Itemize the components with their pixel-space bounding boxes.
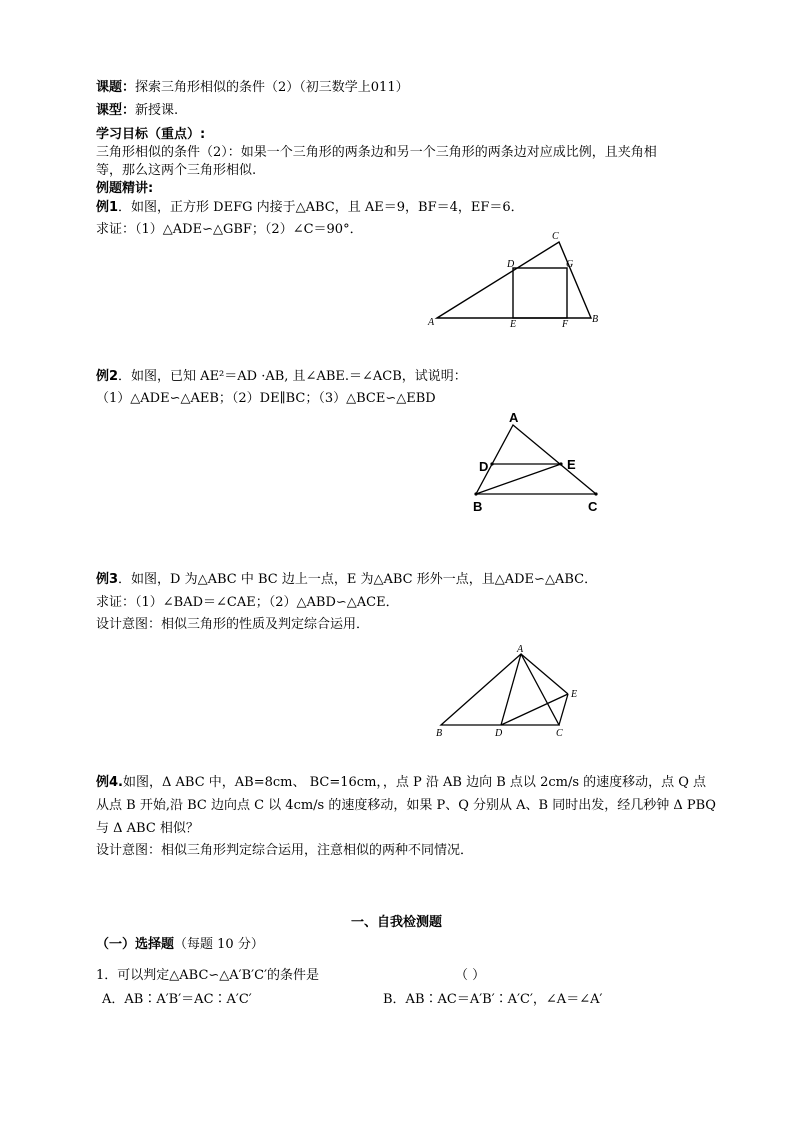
ex2-segment-be: [476, 464, 561, 494]
ex2-label-b: B: [473, 499, 483, 514]
ex3-label-b: B: [436, 728, 443, 739]
ex1-square-defg: [513, 268, 567, 318]
ex3-text: ．如图，D 为△ABC 中 BC 边上一点，E 为△ABC 形外一点，且△ADE∽△ABC．: [118, 572, 598, 587]
q1-stem: 1．可以判定△ABC∽△A′B′C′的条件是: [96, 968, 320, 983]
ex3-figure: [428, 642, 588, 740]
ex1-label-f: F: [562, 319, 569, 330]
ex2-label-c: C: [588, 499, 598, 514]
ex4-line-4: 设计意图：相似三角形判定综合运用，注意相似的两种不同情况．: [96, 843, 474, 858]
ex1-line-2: 求证：（1）△ADE∽△GBF；（2）∠C＝90°．: [96, 222, 363, 237]
examples-heading: 例题精讲:: [96, 181, 154, 196]
ex3-line-3: 设计意图：相似三角形的性质及判定综合运用．: [96, 617, 370, 632]
type-label: 课型：: [96, 103, 136, 118]
ex1-label-d: D: [507, 259, 515, 270]
ex3-label-e: E: [571, 689, 578, 700]
ex1-text: ．如图，正方形 DEFG 内接于△ABC，且 AE＝9，BF＝4，EF＝6．: [118, 200, 524, 215]
ex3-label-a: A: [517, 644, 524, 655]
ex2-label-e: E: [567, 457, 576, 472]
ex1-label-a: A: [428, 317, 435, 328]
ex2-line-1: [96, 369, 467, 385]
ex3-label-c: C: [556, 728, 563, 739]
ex3-label: 例3: [96, 572, 119, 587]
ex3-label-d: D: [495, 728, 503, 739]
ex4-text: 如图，Δ ABC 中，AB=8cm、 BC=16cm，，点 P 沿 AB 边向 B 点以 2cm/s 的速度移动，点 Q 点: [122, 775, 707, 790]
ex2-label: 例2: [96, 369, 119, 384]
q1-option-b: B．AB∶AC＝A′B′∶A′C′，∠A＝∠A′: [383, 992, 603, 1007]
ex4-line-1: [96, 775, 706, 791]
ex2-label-a: A: [509, 410, 519, 425]
ex1-figure: [425, 228, 605, 332]
choice-note: （每题 10 分）: [174, 937, 264, 952]
ex1-label-c: C: [552, 231, 559, 242]
ex1-line-1: [96, 200, 524, 216]
ex4-label: 例4.: [96, 775, 123, 790]
type-text: 新授课.: [135, 103, 179, 118]
ex2-triangle-abc: [476, 425, 596, 494]
ex2-figure: [465, 408, 610, 516]
ex3-segment-ae: [521, 654, 568, 694]
ex3-segment-ce: [559, 694, 568, 725]
topic-label: 课题：: [96, 80, 136, 95]
ex4-line-3: 与 Δ ABC 相似？: [96, 821, 199, 836]
ex2-text: ．如图，已知 AE²＝AD ·AB, 且∠ABE.＝∠ACB，试说明：: [118, 369, 467, 384]
q1-answer-paren: （ ）: [455, 968, 486, 983]
ex3-line-1: [96, 572, 597, 588]
ex3-segment-de: [501, 694, 568, 725]
goal-line-2: 等，那么这两个三角形相似.: [96, 163, 257, 178]
goal-line-1: 三角形相似的条件（2）：如果一个三角形的两条边和另一个三角形的两条边对应成比例，且夹角相: [96, 145, 657, 160]
ex1-label-b: B: [592, 314, 599, 325]
goal-heading: 学习目标（重点）:: [96, 127, 206, 142]
ex3-segment-ad: [501, 654, 521, 725]
topic-line: [96, 80, 409, 96]
topic-text: 探索三角形相似的条件（2）（初三数学上011）: [135, 80, 409, 95]
ex3-triangle-abc: [441, 654, 559, 725]
ex4-line-2: 从点 B 开始,沿 BC 边向点 C 以 4cm/s 的速度移动，如果 P、Q 分别从 A、B 同时出发，经几秒钟 Δ PBQ: [96, 798, 716, 813]
ex2-line-2: （1）△ADE∽△AEB；（2）DE∥BC；（3）△BCE∽△EBD: [96, 391, 436, 406]
ex2-label-d: D: [479, 459, 489, 474]
choice-label: （一）选择题: [96, 937, 175, 952]
ex3-line-2: 求证：（1）∠BAD＝∠CAE；（2）△ABD∽△ACE．: [96, 595, 399, 610]
ex1-label-g: G: [566, 259, 574, 270]
section-title: 一、自我检测题: [350, 915, 442, 930]
choice-heading: [96, 937, 264, 953]
ex1-label-e: E: [510, 319, 517, 330]
ex1-triangle-abc: [437, 242, 591, 318]
type-line: [96, 103, 178, 119]
ex1-label: 例1: [96, 200, 119, 215]
q1-option-a: A．AB∶A′B′＝AC∶A′C′: [102, 992, 252, 1007]
